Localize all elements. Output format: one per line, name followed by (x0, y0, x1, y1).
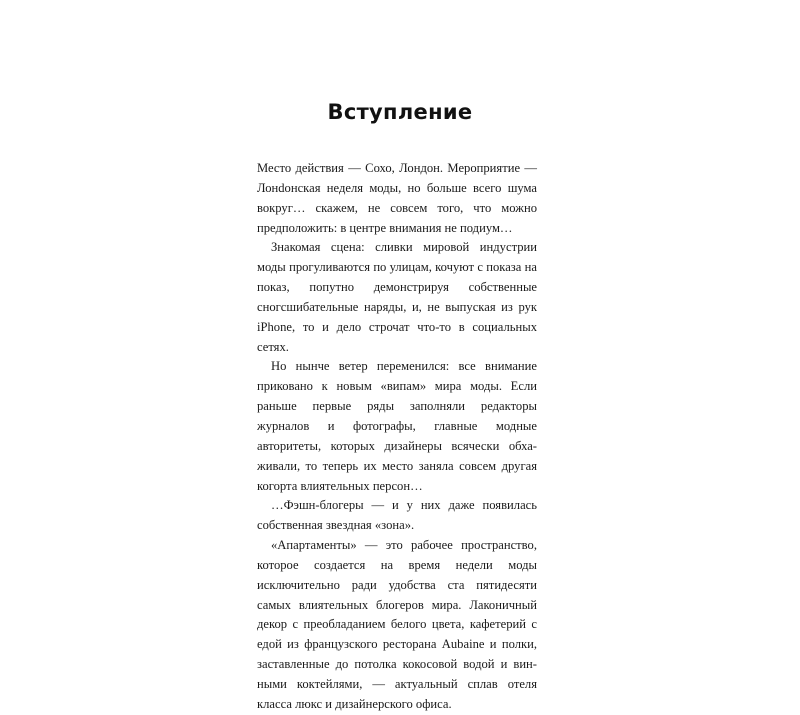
chapter-title: Вступление (327, 100, 473, 124)
body-text (257, 159, 537, 715)
paragraph: Но нынче ветер переменился: все внимание приковано к новым «випам» мира моды. Если раньше первые ряды заполняли редакторы журналов и фотографы, главные модные авторитеты, которых дизайнеры всячески обхаживали, то теперь их место заняла совсем другая когорта влиятельных персон… (257, 359, 537, 493)
paragraph: …Фэшн-блогеры — и у них даже появилась собственная звездная «зона». (257, 498, 537, 533)
paragraph: «Апартаменты» — это рабочее пространство, которое создается на время недели моды исключительно ради удобства ста пятидесяти самых влиятельных блогеров мира. Лаконичный декор с преобладанием белого цвета, кафетерий с едой из французского ресторана Aubaine и полки, заставленные до потолка кокосовой водой и винными коктейлями, — актуальный сплав отеля класса люкс и дизайнерского офиса. (257, 538, 537, 711)
paragraph: Знакомая сцена: сливки мировой индустрии моды прогуливаются по улицам, кочуют с показа на показ, попутно демонстрируя собственные сногсшибательные наряды, и, не выпуская из рук iPhone, то и дело строчат что-то в социальных сетях. (257, 240, 537, 354)
paragraph: Место действия — Сохо, Лондон. Мероприятие — Лонdонская неделя моды, но больше всего шума вокруг… скажем, не совсем того, что можно предположить: в центре внимания не подиум… (257, 161, 537, 235)
